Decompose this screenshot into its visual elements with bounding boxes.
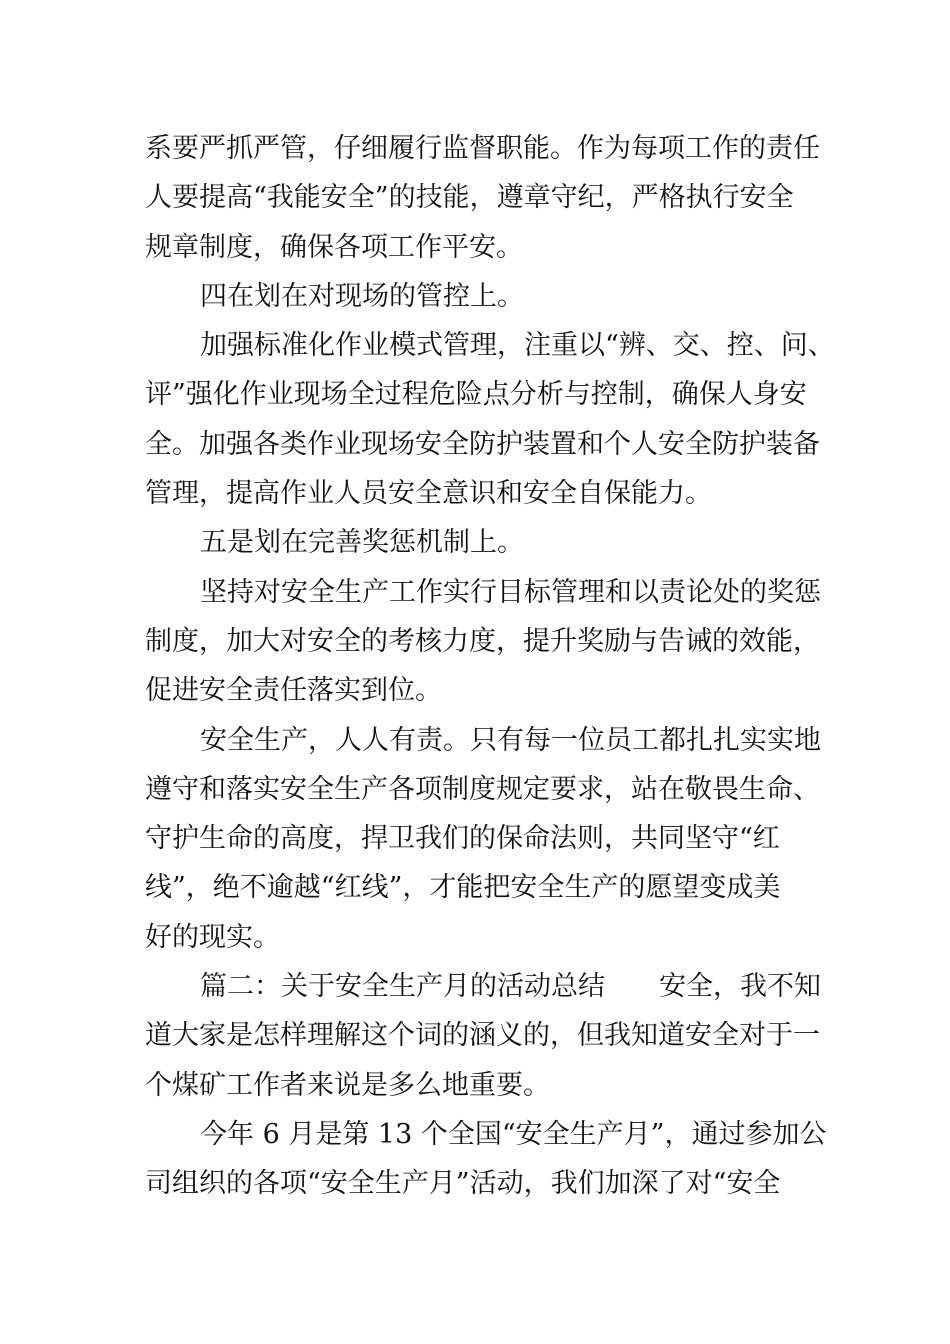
text-line: 加强标准化作业模式管理，注重以“辨、交、控、问、 [200, 330, 835, 362]
text-line: 系要严抓严管，仔细履行监督职能。作为每项工作的责任 [145, 133, 820, 164]
text-line: 促进安全责任落实到位。 [145, 675, 442, 707]
text-line: 好的现实。 [145, 921, 280, 953]
text-line: 制度，加大对安全的考核力度，提升奖励与告诫的效能， [145, 625, 820, 657]
text-line: 司组织的各项“安全生产月”活动，我们加深了对“安全 [145, 1168, 781, 1200]
text-line: 线”，绝不逾越“红线”，才能把安全生产的愿望变成美 [145, 872, 781, 904]
text-line: 管理，提高作业人员安全意识和安全自保能力。 [145, 478, 712, 510]
text-line: 评”强化作业现场全过程危险点分析与控制，确保人身安 [145, 379, 807, 411]
section-heading: 五是划在完善奖惩机制上。 [200, 527, 524, 559]
text-line: 人要提高“我能安全”的技能，遵章守纪，严格执行安全 [145, 182, 794, 214]
text-line: 遵守和落实安全生产各项制度规定要求，站在敬畏生命、 [145, 773, 820, 805]
chapter-heading-line: 篇二：关于安全生产月的活动总结 安全，我不知 [200, 971, 821, 1003]
text-line: 守护生命的高度，捍卫我们的保命法则，共同坚守“红 [145, 823, 780, 855]
text-line: 全。加强各类作业现场安全防护装置和个人安全防护装备 [145, 428, 820, 460]
text-line: 个煤矿工作者来说是多么地重要。 [145, 1069, 550, 1101]
text-line: 坚持对安全生产工作实行目标管理和以责论处的奖惩 [200, 576, 821, 608]
text-line: 安全生产，人人有责。只有每一位员工都扎扎实实地 [200, 724, 821, 756]
text-line: 今年 6 月是第 13 个全国“安全生产月”，通过参加公 [200, 1118, 827, 1150]
section-heading: 四在划在对现场的管控上。 [200, 280, 524, 312]
text-line: 道大家是怎样理解这个词的涵义的，但我知道安全对于一 [145, 1020, 820, 1052]
text-line: 规章制度，确保各项工作平安。 [145, 231, 523, 263]
document-body [145, 124, 835, 1209]
